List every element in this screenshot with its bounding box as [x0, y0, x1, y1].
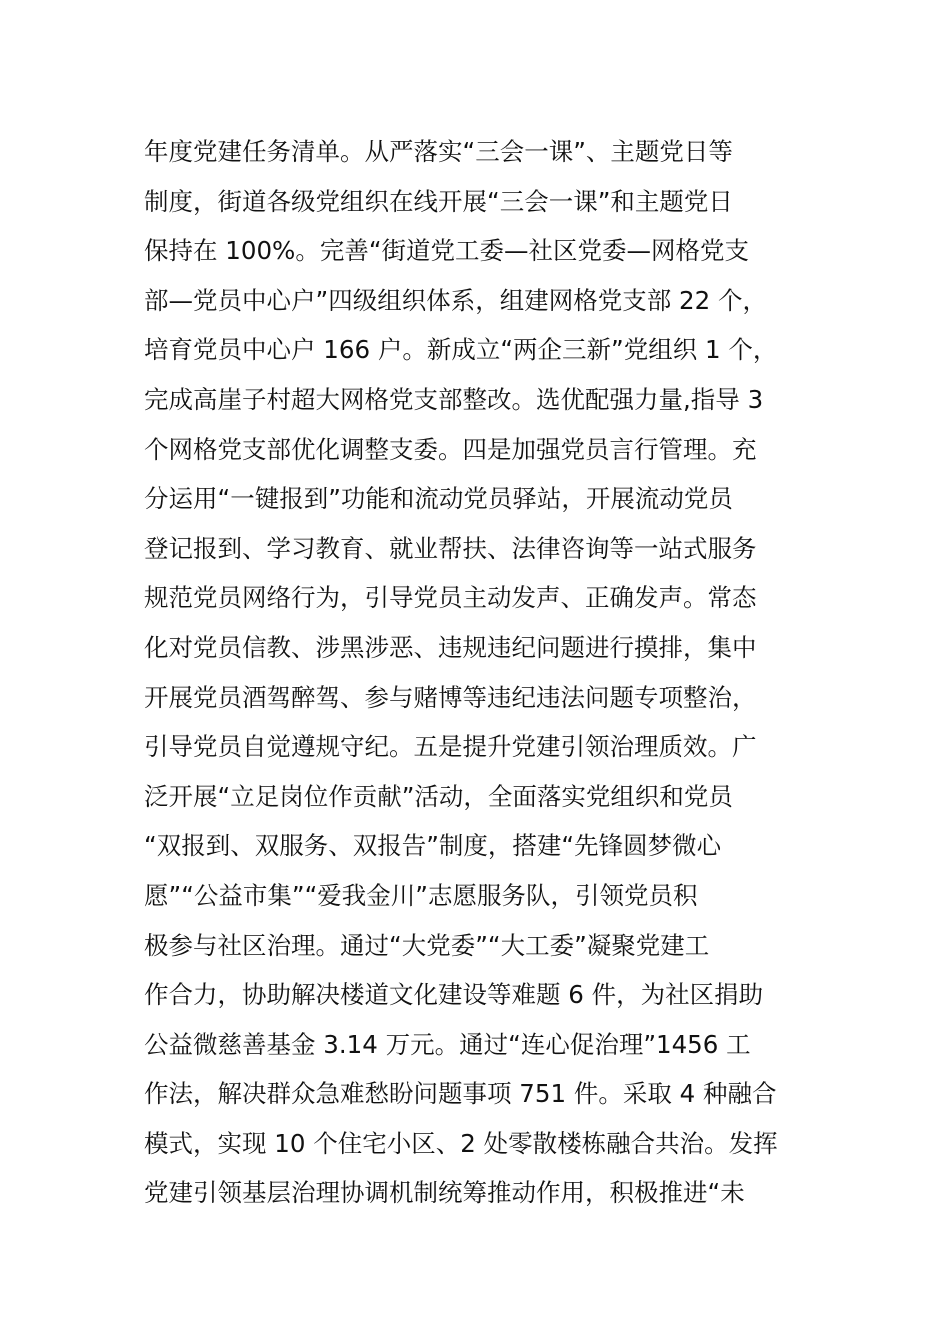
text-line: 保持在 100%。完善“街道党工委—社区党委—网格党支: [144, 236, 750, 266]
text-line: 化对党员信教、涉黑涉恶、违规违纪问题进行摸排，集中: [144, 632, 757, 662]
text-line: 极参与社区治理。通过“大党委”“大工委”凝聚党建工: [144, 930, 710, 960]
text-line: 制度，街道各级党组织在线开展“三会一课”和主题党日: [144, 186, 733, 216]
text-line: 模式，实现 10 个住宅小区、2 处零散楼栋融合共治。发挥: [144, 1128, 778, 1158]
text-line: 部—党员中心户”四级组织体系，组建网格党支部 22 个，: [144, 285, 767, 315]
text-line: 引导党员自觉遵规守纪。五是提升党建引领治理质效。广: [144, 732, 757, 762]
text-line: 年度党建任务清单。从严落实“三会一课”、主题党日等: [144, 137, 733, 166]
text-line: 作合力，协助解决楼道文化建设等难题 6 件，为社区捐助: [144, 980, 764, 1010]
text-line: 公益微慈善基金 3.14 万元。通过“连心促治理”1456 工: [144, 1029, 751, 1059]
text-line: 规范党员网络行为，引导党员主动发声、正确发声。常态: [144, 583, 757, 613]
text-line: 培育党员中心户 166 户。新成立“两企三新”党组织 1 个，: [144, 335, 778, 365]
text-line: 作法，解决群众急难愁盼问题事项 751 件。采取 4 种融合: [144, 1079, 777, 1109]
text-line: 党建引领基层治理协调机制统筹推动作用，积极推进“未: [144, 1178, 745, 1208]
text-line: 泛开展“立足岗位作贡献”活动，全面落实党组织和党员: [144, 781, 733, 811]
text-line: 开展党员酒驾醉驾、参与赌博等违纪违法问题专项整治，: [144, 682, 757, 712]
text-line: 分运用“一键报到”功能和流动党员驿站，开展流动党员: [144, 484, 733, 514]
text-line: 完成高崖子村超大网格党支部整改。选优配强力量,指导 3: [144, 384, 764, 414]
text-line: 个网格党支部优化调整支委。四是加强党员言行管理。充: [144, 434, 757, 464]
text-line: 登记报到、学习教育、就业帮扶、法律咨询等一站式服务: [144, 533, 757, 563]
text-line: 愿”“公益市集”“爱我金川”志愿服务队，引领党员积: [144, 880, 698, 910]
document-page: [144, 127, 844, 1218]
text-line: “双报到、双服务、双报告”制度，搭建“先锋圆梦微心: [144, 831, 722, 861]
